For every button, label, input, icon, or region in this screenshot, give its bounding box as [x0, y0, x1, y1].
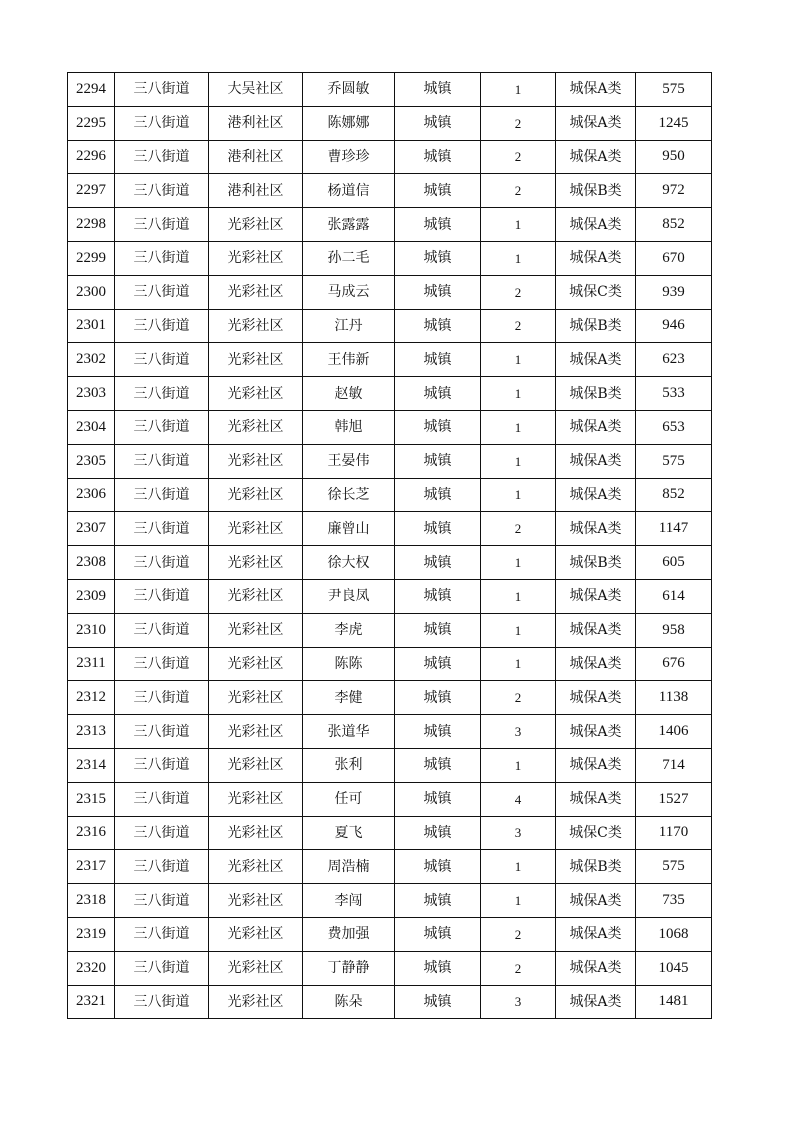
household-size-cell: 2: [481, 275, 556, 309]
amount-cell: 533: [636, 377, 712, 411]
record-no-cell: 2311: [68, 647, 115, 681]
amount-cell: 735: [636, 884, 712, 918]
street-cell: 三八街道: [115, 275, 209, 309]
community-cell: 光彩社区: [209, 748, 303, 782]
table-row: [68, 951, 712, 985]
amount-cell: 939: [636, 275, 712, 309]
table-row: [68, 377, 712, 411]
name-cell: 张利: [303, 748, 395, 782]
name-cell: 徐大权: [303, 546, 395, 580]
amount-cell: 1068: [636, 917, 712, 951]
household-size-cell: 3: [481, 715, 556, 749]
street-cell: 三八街道: [115, 546, 209, 580]
category-cell: 城保B类: [556, 309, 636, 343]
household-type-cell: 城镇: [395, 681, 481, 715]
table-row: [68, 241, 712, 275]
street-cell: 三八街道: [115, 782, 209, 816]
community-cell: 光彩社区: [209, 377, 303, 411]
household-type-cell: 城镇: [395, 377, 481, 411]
household-type-cell: 城镇: [395, 613, 481, 647]
record-no-cell: 2297: [68, 174, 115, 208]
community-cell: 光彩社区: [209, 985, 303, 1019]
street-cell: 三八街道: [115, 241, 209, 275]
household-type-cell: 城镇: [395, 512, 481, 546]
household-type-cell: 城镇: [395, 782, 481, 816]
household-size-cell: 2: [481, 512, 556, 546]
community-cell: 光彩社区: [209, 850, 303, 884]
table-row: [68, 782, 712, 816]
household-size-cell: 1: [481, 478, 556, 512]
category-cell: 城保A类: [556, 73, 636, 107]
community-cell: 光彩社区: [209, 681, 303, 715]
street-cell: 三八街道: [115, 174, 209, 208]
name-cell: 乔圆敏: [303, 73, 395, 107]
street-cell: 三八街道: [115, 985, 209, 1019]
street-cell: 三八街道: [115, 579, 209, 613]
household-size-cell: 2: [481, 951, 556, 985]
name-cell: 李健: [303, 681, 395, 715]
name-cell: 孙二毛: [303, 241, 395, 275]
street-cell: 三八街道: [115, 208, 209, 242]
table-row: [68, 985, 712, 1019]
table-row: [68, 715, 712, 749]
category-cell: 城保A类: [556, 985, 636, 1019]
community-cell: 港利社区: [209, 174, 303, 208]
record-no-cell: 2298: [68, 208, 115, 242]
records-table-body: [68, 73, 712, 1019]
amount-cell: 1245: [636, 106, 712, 140]
amount-cell: 575: [636, 73, 712, 107]
category-cell: 城保A类: [556, 884, 636, 918]
record-no-cell: 2295: [68, 106, 115, 140]
category-cell: 城保B类: [556, 546, 636, 580]
household-type-cell: 城镇: [395, 208, 481, 242]
household-size-cell: 2: [481, 681, 556, 715]
household-size-cell: 1: [481, 343, 556, 377]
household-type-cell: 城镇: [395, 444, 481, 478]
name-cell: 李闯: [303, 884, 395, 918]
street-cell: 三八街道: [115, 816, 209, 850]
table-row: [68, 73, 712, 107]
household-type-cell: 城镇: [395, 579, 481, 613]
street-cell: 三八街道: [115, 850, 209, 884]
household-type-cell: 城镇: [395, 410, 481, 444]
household-type-cell: 城镇: [395, 748, 481, 782]
street-cell: 三八街道: [115, 478, 209, 512]
amount-cell: 623: [636, 343, 712, 377]
name-cell: 马成云: [303, 275, 395, 309]
record-no-cell: 2319: [68, 917, 115, 951]
household-size-cell: 1: [481, 241, 556, 275]
amount-cell: 1481: [636, 985, 712, 1019]
amount-cell: 714: [636, 748, 712, 782]
record-no-cell: 2313: [68, 715, 115, 749]
name-cell: 夏飞: [303, 816, 395, 850]
name-cell: 王晏伟: [303, 444, 395, 478]
record-no-cell: 2294: [68, 73, 115, 107]
street-cell: 三八街道: [115, 377, 209, 411]
name-cell: 江丹: [303, 309, 395, 343]
amount-cell: 958: [636, 613, 712, 647]
category-cell: 城保A类: [556, 748, 636, 782]
table-row: [68, 275, 712, 309]
community-cell: 光彩社区: [209, 715, 303, 749]
record-no-cell: 2299: [68, 241, 115, 275]
table-row: [68, 343, 712, 377]
category-cell: 城保A类: [556, 410, 636, 444]
table-row: [68, 512, 712, 546]
table-row: [68, 681, 712, 715]
community-cell: 光彩社区: [209, 579, 303, 613]
table-row: [68, 106, 712, 140]
record-no-cell: 2300: [68, 275, 115, 309]
name-cell: 李虎: [303, 613, 395, 647]
table-row: [68, 816, 712, 850]
table-row: [68, 309, 712, 343]
household-size-cell: 1: [481, 546, 556, 580]
street-cell: 三八街道: [115, 884, 209, 918]
record-no-cell: 2308: [68, 546, 115, 580]
community-cell: 光彩社区: [209, 884, 303, 918]
amount-cell: 614: [636, 579, 712, 613]
name-cell: 廉曾山: [303, 512, 395, 546]
record-no-cell: 2301: [68, 309, 115, 343]
street-cell: 三八街道: [115, 444, 209, 478]
household-size-cell: 2: [481, 106, 556, 140]
household-size-cell: 1: [481, 850, 556, 884]
household-type-cell: 城镇: [395, 816, 481, 850]
community-cell: 光彩社区: [209, 917, 303, 951]
category-cell: 城保A类: [556, 917, 636, 951]
category-cell: 城保A类: [556, 951, 636, 985]
household-size-cell: 3: [481, 816, 556, 850]
category-cell: 城保A类: [556, 512, 636, 546]
category-cell: 城保B类: [556, 377, 636, 411]
category-cell: 城保A类: [556, 613, 636, 647]
street-cell: 三八街道: [115, 681, 209, 715]
street-cell: 三八街道: [115, 106, 209, 140]
table-row: [68, 410, 712, 444]
category-cell: 城保B类: [556, 174, 636, 208]
record-no-cell: 2305: [68, 444, 115, 478]
category-cell: 城保A类: [556, 140, 636, 174]
amount-cell: 1138: [636, 681, 712, 715]
records-table: [67, 72, 712, 1019]
name-cell: 王伟新: [303, 343, 395, 377]
table-row: [68, 208, 712, 242]
community-cell: 光彩社区: [209, 208, 303, 242]
street-cell: 三八街道: [115, 343, 209, 377]
category-cell: 城保A类: [556, 208, 636, 242]
street-cell: 三八街道: [115, 512, 209, 546]
street-cell: 三八街道: [115, 917, 209, 951]
name-cell: 陈朵: [303, 985, 395, 1019]
name-cell: 丁静静: [303, 951, 395, 985]
amount-cell: 946: [636, 309, 712, 343]
name-cell: 陈陈: [303, 647, 395, 681]
record-no-cell: 2316: [68, 816, 115, 850]
name-cell: 张道华: [303, 715, 395, 749]
name-cell: 杨道信: [303, 174, 395, 208]
household-size-cell: 2: [481, 309, 556, 343]
category-cell: 城保A类: [556, 241, 636, 275]
household-type-cell: 城镇: [395, 715, 481, 749]
community-cell: 光彩社区: [209, 546, 303, 580]
household-type-cell: 城镇: [395, 985, 481, 1019]
amount-cell: 1147: [636, 512, 712, 546]
street-cell: 三八街道: [115, 715, 209, 749]
name-cell: 任可: [303, 782, 395, 816]
table-row: [68, 579, 712, 613]
category-cell: 城保A类: [556, 715, 636, 749]
household-size-cell: 1: [481, 444, 556, 478]
household-size-cell: 1: [481, 884, 556, 918]
record-no-cell: 2321: [68, 985, 115, 1019]
household-type-cell: 城镇: [395, 546, 481, 580]
amount-cell: 972: [636, 174, 712, 208]
record-no-cell: 2307: [68, 512, 115, 546]
name-cell: 陈娜娜: [303, 106, 395, 140]
category-cell: 城保A类: [556, 343, 636, 377]
amount-cell: 1527: [636, 782, 712, 816]
household-type-cell: 城镇: [395, 850, 481, 884]
community-cell: 光彩社区: [209, 512, 303, 546]
household-size-cell: 1: [481, 410, 556, 444]
table-row: [68, 647, 712, 681]
street-cell: 三八街道: [115, 73, 209, 107]
household-size-cell: 1: [481, 613, 556, 647]
household-size-cell: 4: [481, 782, 556, 816]
household-size-cell: 2: [481, 174, 556, 208]
household-type-cell: 城镇: [395, 73, 481, 107]
community-cell: 港利社区: [209, 106, 303, 140]
name-cell: 周浩楠: [303, 850, 395, 884]
table-row: [68, 546, 712, 580]
amount-cell: 670: [636, 241, 712, 275]
household-size-cell: 1: [481, 208, 556, 242]
street-cell: 三八街道: [115, 410, 209, 444]
community-cell: 光彩社区: [209, 275, 303, 309]
household-size-cell: 2: [481, 917, 556, 951]
community-cell: 光彩社区: [209, 647, 303, 681]
community-cell: 光彩社区: [209, 410, 303, 444]
record-no-cell: 2312: [68, 681, 115, 715]
table-row: [68, 140, 712, 174]
record-no-cell: 2306: [68, 478, 115, 512]
table-row: [68, 884, 712, 918]
street-cell: 三八街道: [115, 140, 209, 174]
amount-cell: 653: [636, 410, 712, 444]
record-no-cell: 2303: [68, 377, 115, 411]
amount-cell: 1406: [636, 715, 712, 749]
record-no-cell: 2309: [68, 579, 115, 613]
category-cell: 城保C类: [556, 275, 636, 309]
category-cell: 城保A类: [556, 106, 636, 140]
community-cell: 光彩社区: [209, 951, 303, 985]
household-type-cell: 城镇: [395, 140, 481, 174]
category-cell: 城保B类: [556, 850, 636, 884]
household-type-cell: 城镇: [395, 647, 481, 681]
household-size-cell: 1: [481, 579, 556, 613]
table-row: [68, 174, 712, 208]
name-cell: 费加强: [303, 917, 395, 951]
household-type-cell: 城镇: [395, 275, 481, 309]
amount-cell: 950: [636, 140, 712, 174]
household-size-cell: 1: [481, 748, 556, 782]
street-cell: 三八街道: [115, 647, 209, 681]
record-no-cell: 2296: [68, 140, 115, 174]
community-cell: 光彩社区: [209, 613, 303, 647]
record-no-cell: 2315: [68, 782, 115, 816]
category-cell: 城保C类: [556, 816, 636, 850]
category-cell: 城保A类: [556, 681, 636, 715]
table-row: [68, 444, 712, 478]
amount-cell: 605: [636, 546, 712, 580]
table-row: [68, 748, 712, 782]
household-type-cell: 城镇: [395, 106, 481, 140]
category-cell: 城保A类: [556, 478, 636, 512]
table-row: [68, 917, 712, 951]
name-cell: 韩旭: [303, 410, 395, 444]
street-cell: 三八街道: [115, 309, 209, 343]
household-type-cell: 城镇: [395, 174, 481, 208]
household-type-cell: 城镇: [395, 478, 481, 512]
name-cell: 尹良凤: [303, 579, 395, 613]
record-no-cell: 2310: [68, 613, 115, 647]
record-no-cell: 2318: [68, 884, 115, 918]
name-cell: 徐长芝: [303, 478, 395, 512]
community-cell: 光彩社区: [209, 309, 303, 343]
household-type-cell: 城镇: [395, 951, 481, 985]
household-size-cell: 2: [481, 140, 556, 174]
record-no-cell: 2320: [68, 951, 115, 985]
amount-cell: 852: [636, 478, 712, 512]
name-cell: 赵敏: [303, 377, 395, 411]
household-size-cell: 1: [481, 647, 556, 681]
record-no-cell: 2317: [68, 850, 115, 884]
category-cell: 城保A类: [556, 579, 636, 613]
street-cell: 三八街道: [115, 951, 209, 985]
household-size-cell: 1: [481, 73, 556, 107]
name-cell: 张露露: [303, 208, 395, 242]
category-cell: 城保A类: [556, 782, 636, 816]
community-cell: 光彩社区: [209, 782, 303, 816]
household-type-cell: 城镇: [395, 884, 481, 918]
household-size-cell: 1: [481, 377, 556, 411]
amount-cell: 575: [636, 444, 712, 478]
amount-cell: 575: [636, 850, 712, 884]
amount-cell: 852: [636, 208, 712, 242]
record-no-cell: 2304: [68, 410, 115, 444]
table-row: [68, 478, 712, 512]
household-size-cell: 3: [481, 985, 556, 1019]
amount-cell: 1170: [636, 816, 712, 850]
table-row: [68, 850, 712, 884]
household-type-cell: 城镇: [395, 309, 481, 343]
community-cell: 光彩社区: [209, 478, 303, 512]
community-cell: 光彩社区: [209, 241, 303, 275]
category-cell: 城保A类: [556, 647, 636, 681]
community-cell: 大吴社区: [209, 73, 303, 107]
record-no-cell: 2314: [68, 748, 115, 782]
street-cell: 三八街道: [115, 748, 209, 782]
household-type-cell: 城镇: [395, 241, 481, 275]
community-cell: 光彩社区: [209, 444, 303, 478]
community-cell: 光彩社区: [209, 816, 303, 850]
amount-cell: 1045: [636, 951, 712, 985]
street-cell: 三八街道: [115, 613, 209, 647]
community-cell: 港利社区: [209, 140, 303, 174]
household-type-cell: 城镇: [395, 343, 481, 377]
name-cell: 曹珍珍: [303, 140, 395, 174]
record-no-cell: 2302: [68, 343, 115, 377]
amount-cell: 676: [636, 647, 712, 681]
category-cell: 城保A类: [556, 444, 636, 478]
table-row: [68, 613, 712, 647]
household-type-cell: 城镇: [395, 917, 481, 951]
community-cell: 光彩社区: [209, 343, 303, 377]
